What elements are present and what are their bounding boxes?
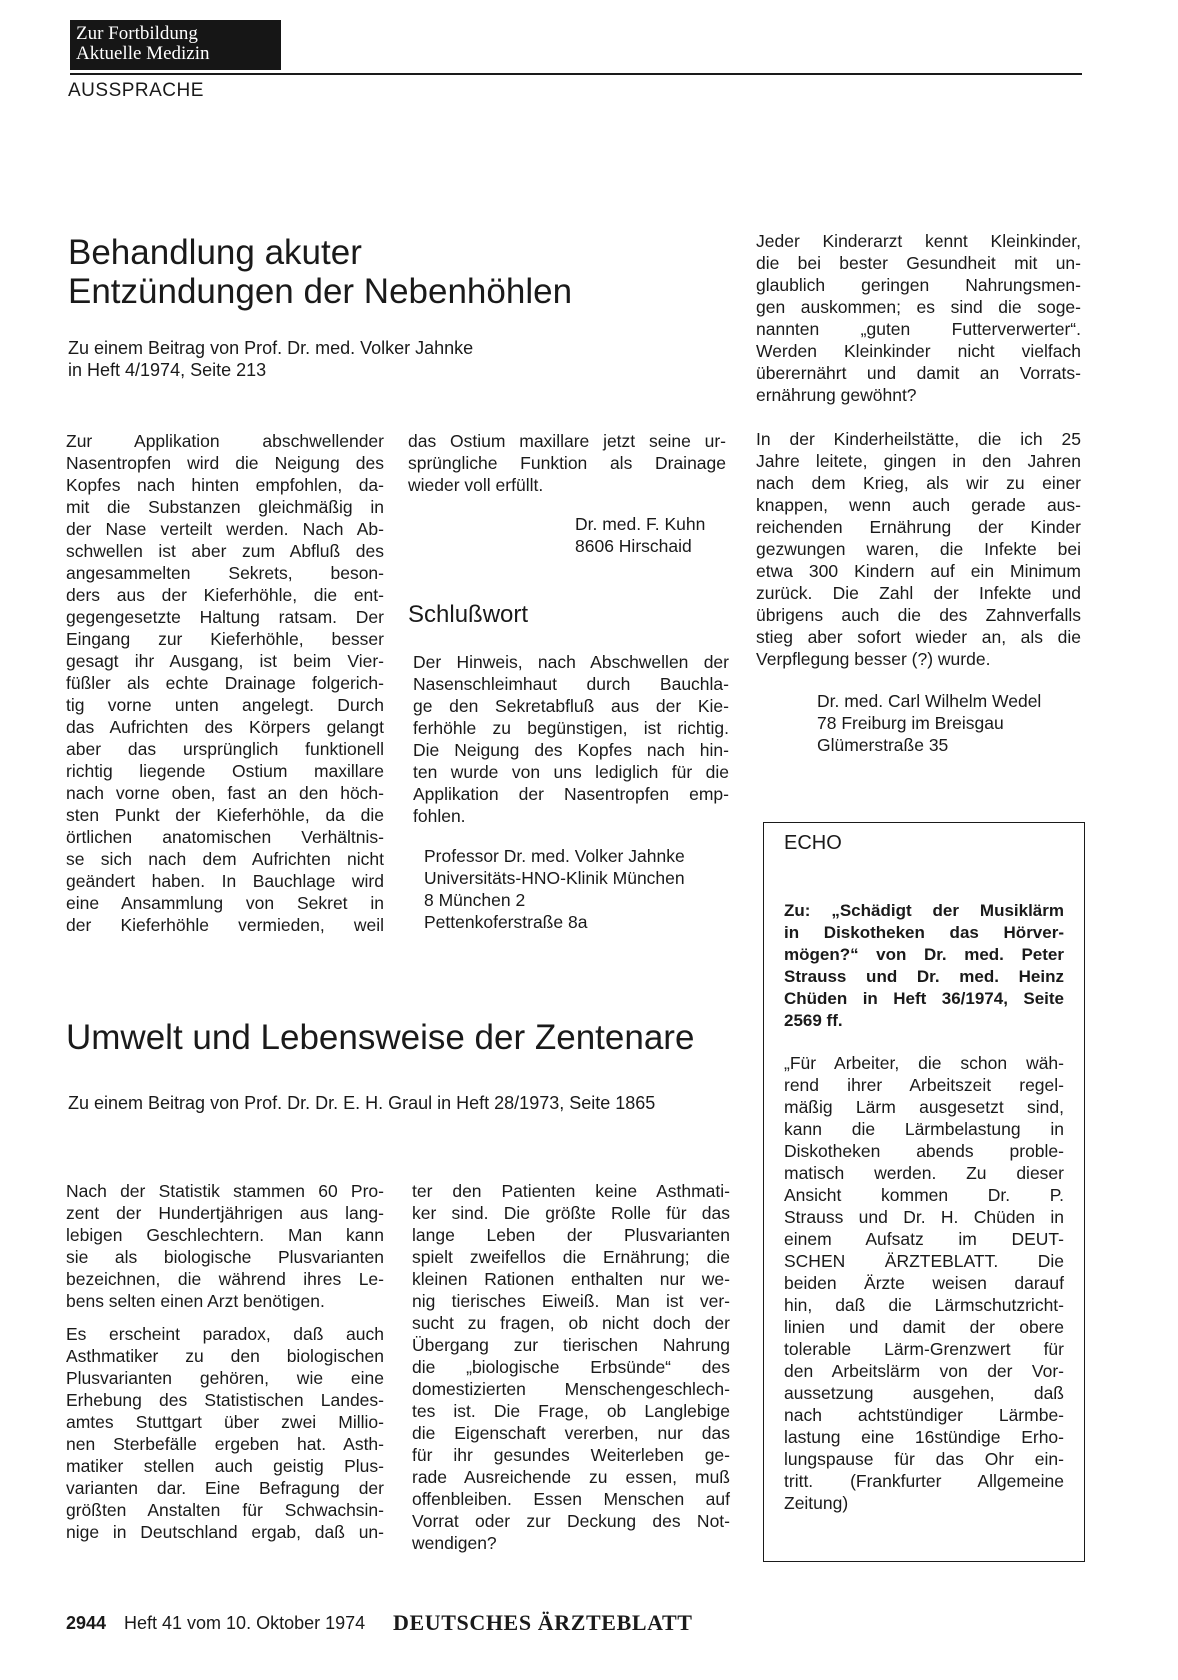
text-line: größten Anstalten für Schwachsin- <box>66 1500 384 1520</box>
text-line: sie als biologische Plusvarianten <box>66 1247 384 1267</box>
text-line: lebigen Geschlechtern. Man kann <box>66 1225 384 1245</box>
text-line: ders aus der Kieferhöhle, die ent- <box>66 585 384 605</box>
text-line: „Für Arbeiter, die schon wäh- <box>784 1053 1064 1073</box>
text-line: Nach der Statistik stammen 60 Pro- <box>66 1181 384 1201</box>
text-line: matisch werden. Zu dieser <box>784 1163 1064 1183</box>
text-line: Universitäts-HNO-Klinik München <box>424 868 685 888</box>
header-rule <box>70 73 1082 75</box>
article-body-column <box>412 1180 730 1554</box>
text-line: Strauss und Dr. med. Heinz <box>784 967 1064 986</box>
text-line: fohlen. <box>413 806 466 826</box>
text-line: Zu: „Schädigt der Musiklärm <box>784 901 1064 920</box>
article-body-column <box>66 1323 384 1543</box>
text-line: zent der Hundertjährigen aus lang- <box>66 1203 384 1223</box>
text-line: schwellen ist aber zum Abfluß des <box>66 541 384 561</box>
text-line: in Diskotheken das Hörver- <box>784 923 1064 942</box>
reply-heading: Schlußwort <box>408 601 529 628</box>
text-line: Nasentropfen wird die Neigung des <box>66 453 384 473</box>
text-line: Jeder Kinderarzt kennt Kleinkinder, <box>756 231 1081 251</box>
text-line: rend ihrer Arbeitszeit regel- <box>784 1075 1064 1095</box>
text-line: gegengesetzte Haltung ratsam. Der <box>66 607 384 627</box>
text-line: Chüden in Heft 36/1974, Seite <box>784 989 1064 1008</box>
text-line: füßler als echte Drainage folgerich- <box>66 673 384 693</box>
author-line: Dr. med. F. Kuhn <box>575 514 706 534</box>
text-line: lange Leben der Plusvarianten <box>412 1225 730 1245</box>
text-line: Kopfes nach hinten empfohlen, da- <box>66 475 384 495</box>
section-label: AUSSPRACHE <box>68 80 204 101</box>
article-title <box>66 1018 694 1057</box>
text-line: die Eigenschaft vererben, nur das <box>412 1423 730 1443</box>
text-line: nach achtstündiger Lärmbe- <box>784 1405 1064 1425</box>
text-line: nannten „guten Futterverwerter“. <box>756 319 1081 339</box>
text-line: Asthmatiker zu den biologischen <box>66 1346 384 1366</box>
letter-author <box>817 690 1041 756</box>
text-line: Es erscheint paradox, daß auch <box>66 1324 384 1344</box>
text-line: SCHEN ÄRZTEBLATT. Die <box>784 1251 1064 1271</box>
text-line: stieg aber sofort wieder an, als die <box>756 627 1081 647</box>
article-body-column <box>66 1180 384 1312</box>
text-line: richtig liegende Ostium maxillare <box>66 761 384 781</box>
text-line: die bei bester Gesundheit mit un- <box>756 253 1081 273</box>
text-line: eine Ansammlung von Sekret in <box>66 893 384 913</box>
echo-body <box>784 1052 1064 1514</box>
text-line: bens selten einen Arzt benötigen. <box>66 1291 325 1311</box>
text-line: Diskotheken abends proble- <box>784 1141 1064 1161</box>
text-line: ter den Patienten keine Asthmati- <box>412 1181 730 1201</box>
text-line: Jahre leitete, gingen in den Jahren <box>756 451 1081 471</box>
title-line: Entzündungen der Nebenhöhlen <box>68 272 573 311</box>
author-line: 8606 Hirschaid <box>575 536 692 556</box>
article-title <box>68 233 708 311</box>
text-line: kleinen Rationen enthalten nur we- <box>412 1269 730 1289</box>
text-line: tolerable Lärm-Grenzwert für <box>784 1339 1064 1359</box>
text-line: nen Sterbefälle ergeben hat. Asth- <box>66 1434 384 1454</box>
text-line: Strauss und Dr. H. Chüden in <box>784 1207 1064 1227</box>
text-line: ker sind. Die größte Rolle für das <box>412 1203 730 1223</box>
text-line: den Arbeitslärm von der Vor- <box>784 1361 1064 1381</box>
text-line: ferhöhle zu begünstigen, ist richtig. <box>413 718 729 738</box>
text-line: lungspause für das Ohr ein- <box>784 1449 1064 1469</box>
text-line: einem Aufsatz im DEUT- <box>784 1229 1064 1249</box>
text-line: ten wurde von uns lediglich für die <box>413 762 729 782</box>
text-line: nig tierisches Eiweiß. Man ist ver- <box>412 1291 730 1311</box>
text-line: örtlichen anatomischen Verhältnis- <box>66 827 384 847</box>
text-line: Glümerstraße 35 <box>817 735 949 755</box>
text-line: ge den Sekretabfluß aus der Kie- <box>413 696 729 716</box>
letter-body-column <box>756 428 1081 670</box>
text-line: die „biologische Erbsünde“ des <box>412 1357 730 1377</box>
text-line: nige in Deutschland ergab, daß un- <box>66 1522 384 1542</box>
section-badge <box>70 20 281 70</box>
text-line: Plusvarianten gehören, wie eine <box>66 1368 384 1388</box>
reference-line: Zu einem Beitrag von Prof. Dr. med. Volker Jahnke <box>68 338 474 358</box>
reply-body <box>413 651 729 827</box>
text-line: varianten dar. Eine Befragung der <box>66 1478 384 1498</box>
text-line: ernährung gewöhnt? <box>756 385 917 405</box>
text-line: tig vorne unten angelegt. Durch <box>66 695 384 715</box>
text-line: Übergang zur tierischen Nahrung <box>412 1335 730 1355</box>
text-line: amtes Stuttgart über zwei Millio- <box>66 1412 384 1432</box>
text-line: Verpflegung besser (?) wurde. <box>756 649 991 669</box>
text-line: 78 Freiburg im Breisgau <box>817 713 1004 733</box>
text-line: Pettenkoferstraße 8a <box>424 912 588 932</box>
text-line: spielt zweifellos die Ernährung; die <box>412 1247 730 1267</box>
text-line: wieder voll erfüllt. <box>408 475 544 495</box>
text-line: Zur Applikation abschwellender <box>66 431 384 451</box>
text-line: nach vorne oben, fast an den höch- <box>66 783 384 803</box>
text-line: angesammelten Sekrets, beson- <box>66 563 384 583</box>
text-line: lastung eine 16stündige Erho- <box>784 1427 1064 1447</box>
reply-author <box>424 845 685 933</box>
text-line: mögen?“ von Dr. med. Peter <box>784 945 1064 964</box>
text-line: tritt. (Frankfurter Allgemeine <box>784 1471 1064 1491</box>
text-line: 8 München 2 <box>424 890 526 910</box>
text-line: gezwungen waren, die Infekte bei <box>756 539 1081 559</box>
text-line: Eingang zur Kieferhöhle, besser <box>66 629 384 649</box>
article-title-text: Umwelt und Lebensweise der Zentenare <box>66 1018 695 1057</box>
text-line: In der Kinderheilstätte, die ich 25 <box>756 429 1081 449</box>
text-line: gesagt ihr Ausgang, ist beim Vier- <box>66 651 384 671</box>
text-line: Nasenschleimhaut durch Bauchla- <box>413 674 729 694</box>
text-line: sprüngliche Funktion als Drainage <box>408 453 726 473</box>
article-reference <box>68 337 473 381</box>
text-line: linien und damit der obere <box>784 1317 1064 1337</box>
text-line: das Aufrichten des Körpers gelangt <box>66 717 384 737</box>
text-line: se sich nach dem Aufrichten nicht <box>66 849 384 869</box>
text-line: tes ist. Die Frage, ob Langlebige <box>412 1401 730 1421</box>
journal-name: DEUTSCHES ÄRZTEBLATT <box>393 1610 693 1635</box>
text-line: Werden Kleinkinder nicht vielfach <box>756 341 1081 361</box>
text-line: Ansicht kommen Dr. P. <box>784 1185 1064 1205</box>
article-reference: Zu einem Beitrag von Prof. Dr. Dr. E. H. Graul in Heft 28/1973, Seite 1865 <box>68 1093 656 1113</box>
text-line: Dr. med. Carl Wilhelm Wedel <box>817 691 1042 711</box>
text-line: etwa 300 Kindern auf ein Minimum <box>756 561 1081 581</box>
text-line: das Ostium maxillare jetzt seine ur- <box>408 431 726 451</box>
echo-reference <box>784 900 1064 1032</box>
text-line: Die Neigung des Kopfes nach hin- <box>413 740 729 760</box>
text-line: Vorrat oder zur Deckung des Not- <box>412 1511 730 1531</box>
letter-body-column <box>66 430 384 936</box>
text-line: Applikation der Nasentropfen emp- <box>413 784 729 804</box>
letter-body-column <box>756 230 1081 406</box>
text-line: beiden Ärzte weisen darauf <box>784 1273 1064 1293</box>
letter-author <box>575 513 705 557</box>
text-line: Erhebung des Statistischen Landes- <box>66 1390 384 1410</box>
text-line: zurück. Die Zahl der Infekte und <box>756 583 1081 603</box>
text-line: aussetzung ausgehen, daß <box>784 1383 1064 1403</box>
badge-line: Zur Fortbildung <box>76 23 198 44</box>
text-line: Professor Dr. med. Volker Jahnke <box>424 846 685 866</box>
text-line: sten Punkt der Kieferhöhle, da die <box>66 805 384 825</box>
page-number: 2944 <box>66 1613 107 1633</box>
text-line: rade Ausreichende zu essen, muß <box>412 1467 730 1487</box>
text-line: für ihr gesundes Weiterleben ge- <box>412 1445 730 1465</box>
text-line: der Kieferhöhle vermieden, weil <box>66 915 384 935</box>
text-line: überernährt und damit an Vorrats- <box>756 363 1081 383</box>
text-line: hin, daß die Lärmschutzricht- <box>784 1295 1064 1315</box>
text-line: geändert haben. In Bauchlage wird <box>66 871 384 891</box>
issue-info: Heft 41 vom 10. Oktober 1974 <box>124 1613 366 1633</box>
text-line: reichenden Ernährung der Kinder <box>756 517 1081 537</box>
text-line: wendigen? <box>412 1533 497 1553</box>
letter-body-continued <box>408 430 726 496</box>
text-line: aber das ursprünglich funktionell <box>66 739 384 759</box>
text-line: offenbleiben. Essen Menschen auf <box>412 1489 730 1509</box>
text-line: übrigens auch die des Zahnverfalls <box>756 605 1081 625</box>
text-line: Der Hinweis, nach Abschwellen der <box>413 652 729 672</box>
text-line: bezeichnen, die während ihres Le- <box>66 1269 384 1289</box>
text-line: gen auskommen; es sind die soge- <box>756 297 1081 317</box>
title-line: Behandlung akuter <box>68 233 362 272</box>
text-line: knappen, wenn auch gerade aus- <box>756 495 1081 515</box>
reference-line: in Heft 4/1974, Seite 213 <box>68 360 267 380</box>
text-line: domestizierten Menschengeschlech- <box>412 1379 730 1399</box>
badge-line: Aktuelle Medizin <box>76 43 210 64</box>
text-line: nach dem Krieg, als wir zu einer <box>756 473 1081 493</box>
text-line: matiker stellen auch geistig Plus- <box>66 1456 384 1476</box>
text-line: der Nase verteilt werden. Nach Ab- <box>66 519 384 539</box>
text-line: sucht zu fragen, ob nicht doch der <box>412 1313 730 1333</box>
text-line: mäßig Lärm ausgesetzt sind, <box>784 1097 1064 1117</box>
echo-heading: ECHO <box>784 832 842 854</box>
text-line: 2569 ff. <box>784 1011 843 1030</box>
text-line: glaublich geringen Nahrungsmen- <box>756 275 1081 295</box>
text-line: mit die Substanzen gleichmäßig in <box>66 497 384 517</box>
text-line: Zeitung) <box>784 1493 849 1513</box>
text-line: kann die Lärmbelastung in <box>784 1119 1064 1139</box>
